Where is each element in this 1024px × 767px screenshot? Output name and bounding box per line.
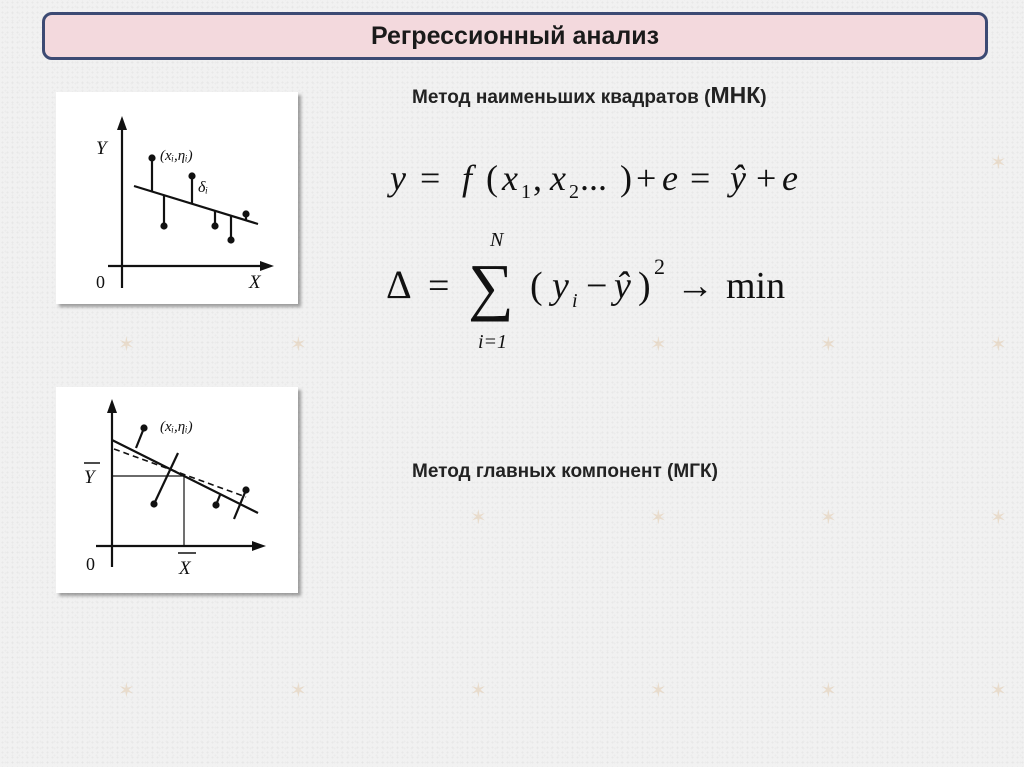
background-star-icon: ✶ [820, 334, 837, 356]
slide-title: Регрессионный анализ [42, 12, 988, 60]
background-star-icon: ✶ [820, 507, 837, 529]
regression-model-formula [387, 158, 798, 203]
background-star-icon: ✶ [118, 334, 135, 356]
point-label: (xᵢ,ηᵢ) [160, 148, 193, 164]
origin-label: 0 [96, 272, 105, 292]
svg-text:+: + [636, 158, 657, 198]
svg-text:2: 2 [654, 254, 665, 279]
svg-text:...: ... [580, 158, 607, 198]
svg-text:i: i [572, 290, 578, 312]
svg-text:f: f [462, 158, 473, 198]
least-squares-heading [412, 82, 767, 109]
background-star-icon: ✶ [990, 152, 1007, 174]
y-axis-label: Y [96, 138, 107, 159]
svg-text:∑: ∑ [468, 251, 514, 322]
svg-text:): ) [638, 265, 651, 307]
svg-text:y: y [552, 265, 569, 307]
background-star-icon: ✶ [990, 507, 1007, 529]
svg-text:(: ( [486, 158, 498, 198]
x-mean-label: X [179, 558, 191, 579]
regression-line-dashed [114, 449, 246, 497]
svg-text:min: min [726, 265, 786, 307]
background-star-icon: ✶ [290, 334, 307, 356]
background-star-icon: ✶ [650, 334, 667, 356]
background-star-icon: ✶ [290, 680, 307, 702]
deviation-label: δᵢ [198, 179, 208, 196]
svg-text:N: N [490, 229, 504, 251]
svg-text:→: → [676, 265, 714, 307]
data-point [212, 501, 219, 508]
principal-components-figure [56, 387, 298, 593]
data-point [242, 486, 249, 493]
svg-text:,: , [533, 158, 542, 198]
svg-text:y: y [390, 158, 406, 198]
x-axis-arrow [252, 541, 266, 551]
data-point [188, 172, 195, 179]
svg-text:+: + [756, 158, 777, 198]
svg-text:(: ( [530, 265, 543, 307]
origin-label: 0 [86, 554, 95, 574]
svg-text:): ) [620, 158, 632, 198]
point-label: (xᵢ,ηᵢ) [160, 419, 193, 435]
x-axis-arrow [260, 261, 274, 271]
least-squares-diagram [56, 92, 298, 304]
least-squares-criterion-formula [386, 229, 785, 353]
svg-text:=: = [428, 265, 450, 307]
background-star-icon: ✶ [650, 507, 667, 529]
data-point [150, 500, 157, 507]
ls-prefix: Метод наименьших квадратов ( [412, 87, 711, 108]
data-point [140, 424, 147, 431]
svg-text:e: e [782, 158, 798, 198]
svg-text:2: 2 [569, 181, 579, 203]
data-point [211, 222, 218, 229]
background-star-icon: ✶ [118, 680, 135, 702]
background-star-icon: ✶ [820, 680, 837, 702]
projection-segment [154, 453, 178, 504]
formulas [380, 140, 880, 370]
data-point [227, 236, 234, 243]
svg-text:Δ: Δ [386, 262, 412, 307]
background-star-icon: ✶ [990, 334, 1007, 356]
data-point [148, 154, 155, 161]
principal-components-diagram [56, 387, 298, 593]
data-point [160, 222, 167, 229]
svg-text:−: − [586, 265, 608, 307]
svg-text:ŷ: ŷ [730, 158, 746, 198]
data-point [242, 210, 249, 217]
ls-abbreviation: МНК [710, 82, 761, 108]
svg-text:x: x [502, 158, 518, 198]
svg-text:=: = [420, 158, 441, 198]
least-squares-figure [56, 92, 298, 304]
x-axis-label: X [249, 272, 261, 293]
background-star-icon: ✶ [470, 680, 487, 702]
svg-text:1: 1 [521, 181, 531, 203]
ls-suffix: ) [760, 87, 767, 108]
svg-text:i=1: i=1 [478, 331, 508, 353]
svg-text:e: e [662, 158, 678, 198]
svg-text:ŷ: ŷ [614, 265, 631, 307]
y-mean-label: Y [84, 467, 95, 488]
background-star-icon: ✶ [470, 507, 487, 529]
svg-text:=: = [690, 158, 711, 198]
y-axis-arrow [107, 399, 117, 413]
principal-components-heading: Метод главных компонент (МГК) [412, 461, 718, 482]
background-star-icon: ✶ [990, 680, 1007, 702]
svg-text:x: x [550, 158, 566, 198]
background-star-icon: ✶ [650, 680, 667, 702]
y-axis-arrow [117, 116, 127, 130]
